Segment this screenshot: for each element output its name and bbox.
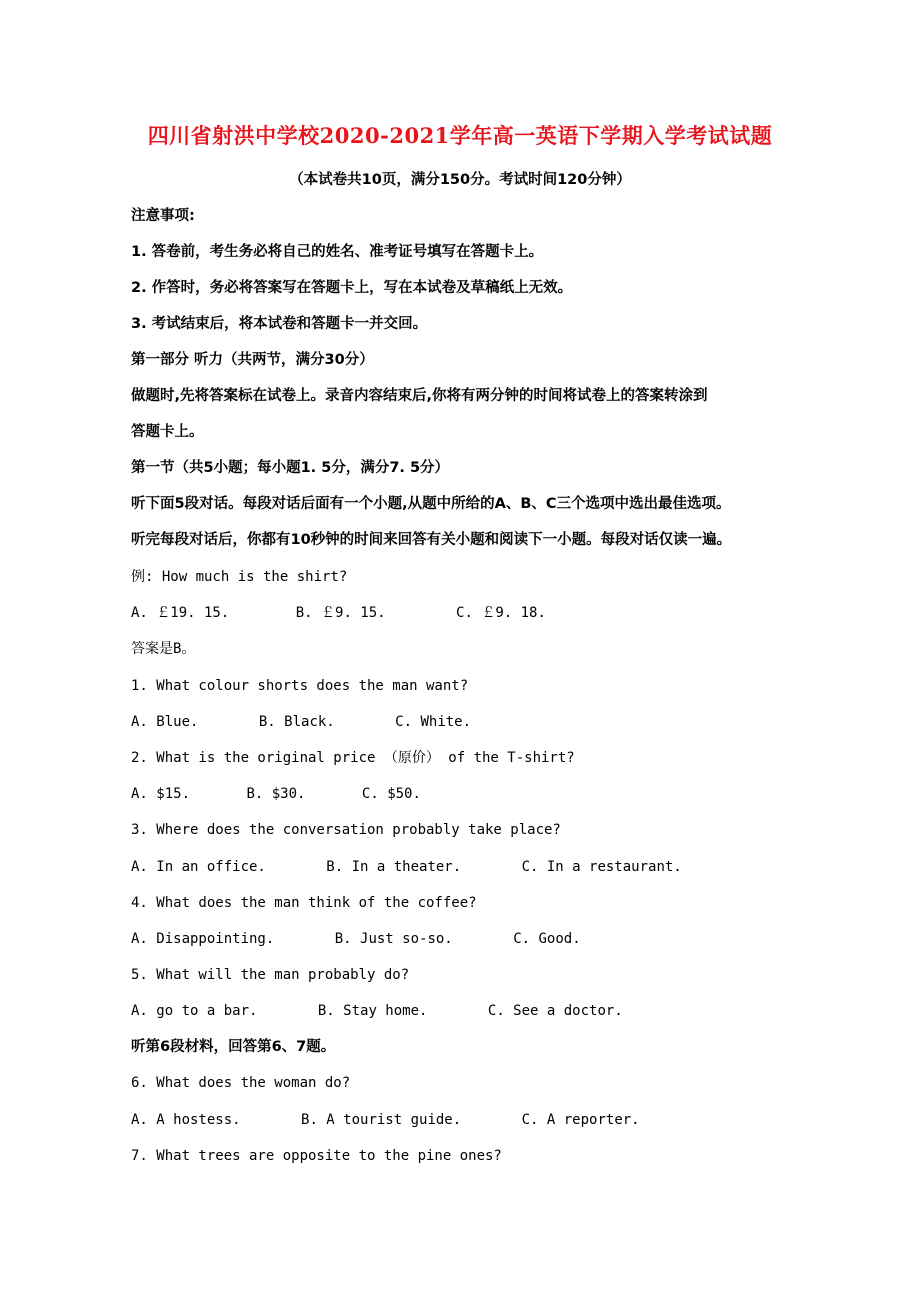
option-b: B. Just so-so. (334, 931, 453, 947)
option-a: A. go to a bar. (131, 1003, 258, 1019)
question-5: 5. What will the man probably do? (131, 967, 410, 983)
option-a: A. $15. (131, 786, 191, 802)
question-3-options (131, 857, 682, 877)
option-c: C. See a doctor. (487, 1003, 623, 1019)
option-c: C. ￡9. 18. (456, 605, 546, 621)
question-4-options (131, 929, 581, 949)
option-b: B. Stay home. (317, 1003, 428, 1019)
option-c: C. White. (395, 714, 472, 730)
notice-item-1: 1. 答卷前，考生务必将自己的姓名、准考证号填写在答题卡上。 (131, 244, 544, 260)
option-c: C. In a restaurant. (521, 859, 682, 875)
passage6-heading: 听第6段材料，回答第6、7题。 (131, 1039, 336, 1055)
option-a: A. In an office. (131, 859, 266, 875)
question-2: 2. What is the original price （原价） of the T-shirt? (131, 750, 575, 766)
option-c: C. $50. (361, 786, 421, 802)
example-question: 例: How much is the shirt? (131, 569, 348, 585)
exam-title: 四川省射洪中学校2020-2021学年高一英语下学期入学考试试题 (147, 123, 773, 148)
question-4: 4. What does the man think of the coffee? (131, 895, 477, 911)
question-5-options (131, 1001, 623, 1021)
option-b: B. ￡9. 15. (295, 605, 386, 621)
part1-heading: 第一部分 听力（共两节，满分30分） (131, 352, 374, 368)
option-c: C. Good. (513, 931, 581, 947)
option-c: C. A reporter. (521, 1112, 640, 1128)
option-a: A. A hostess. (131, 1112, 241, 1128)
option-a: A. Blue. (131, 714, 199, 730)
notice-item-3: 3. 考试结束后，将本试卷和答题卡一并交回。 (131, 316, 428, 332)
exam-subtitle: （本试卷共10页，满分150分。考试时间120分钟） (289, 172, 631, 188)
notice-item-2: 2. 作答时，务必将答案写在答题卡上，写在本试卷及草稿纸上无效。 (131, 280, 573, 296)
option-b: B. A tourist guide. (301, 1112, 462, 1128)
part1-instruction-line2: 答题卡上。 (131, 424, 204, 440)
example-answer: 答案是B。 (131, 641, 196, 657)
option-b: B. Black. (258, 714, 335, 730)
option-b: B. $30. (246, 786, 306, 802)
question-6-options (131, 1110, 640, 1130)
question-7: 7. What trees are opposite to the pine ones? (131, 1148, 502, 1164)
notice-heading: 注意事项: (131, 208, 195, 224)
section1-instruction-line2: 听完每段对话后，你都有10秒钟的时间来回答有关小题和阅读下一小题。每段对话仅读一遍。 (131, 532, 732, 548)
option-b: B. In a theater. (326, 859, 462, 875)
section1-instruction-line1: 听下面5段对话。每段对话后面有一个小题,从题中所给的A、B、C三个选项中选出最佳选项。 (131, 496, 731, 512)
example-options (131, 603, 546, 623)
section1-heading: 第一节（共5小题；每小题1. 5分，满分7. 5分） (131, 460, 450, 476)
option-a: A. Disappointing. (131, 931, 275, 947)
question-3: 3. Where does the conversation probably take place? (131, 822, 561, 838)
option-a: A. ￡19. 15. (131, 605, 230, 621)
question-1: 1. What colour shorts does the man want? (131, 678, 469, 694)
part1-instruction-line1: 做题时,先将答案标在试卷上。录音内容结束后,你将有两分钟的时间将试卷上的答案转涂到 (131, 388, 708, 404)
question-1-options (131, 712, 471, 732)
question-6: 6. What does the woman do? (131, 1075, 351, 1091)
question-2-options (131, 784, 421, 804)
